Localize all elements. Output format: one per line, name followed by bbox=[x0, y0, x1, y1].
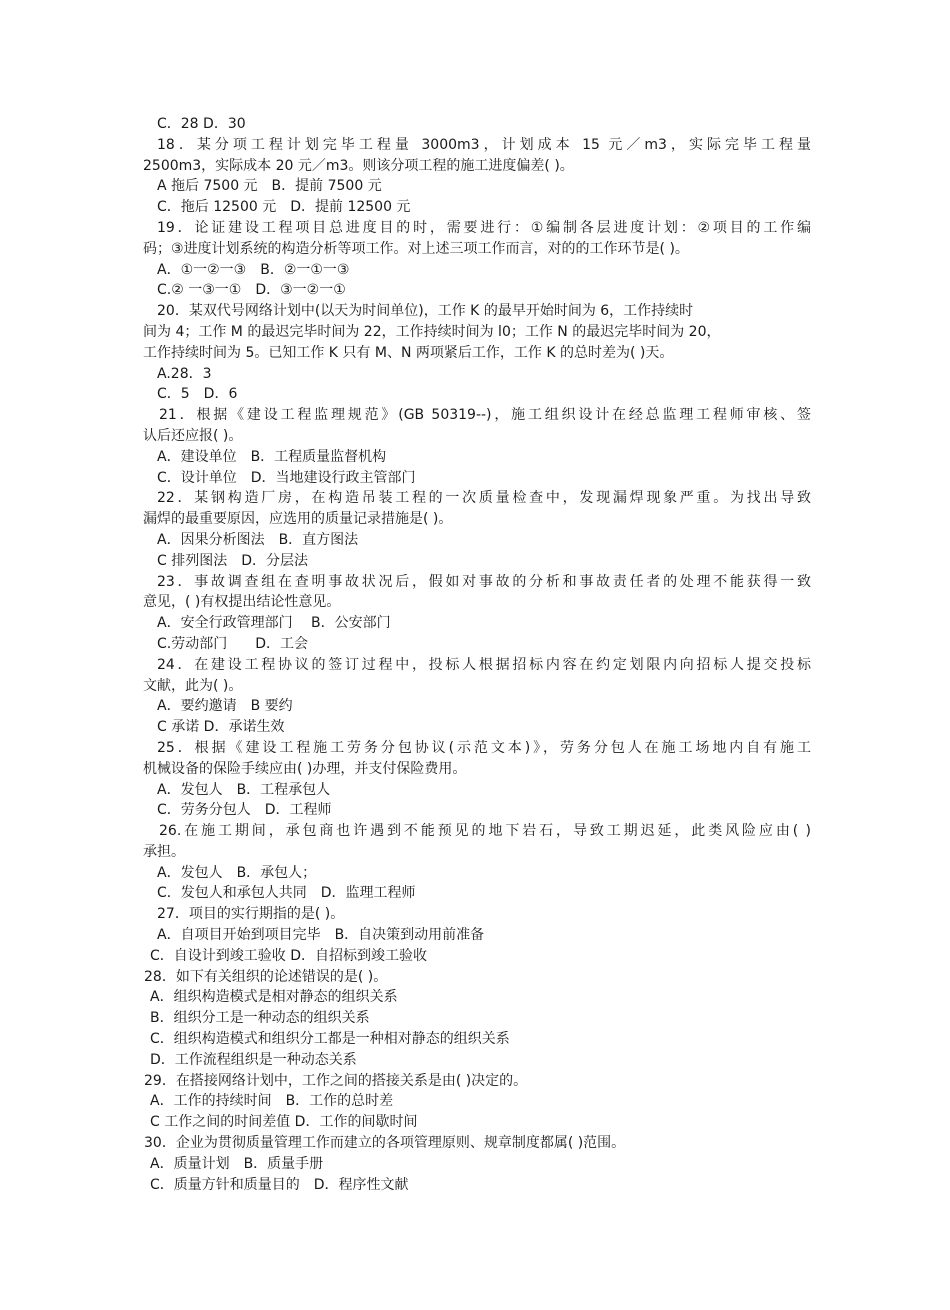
option-line-q21-cd: C．设计单位 D．当地建设行政主管部门 bbox=[157, 469, 416, 486]
option-line-q20-ab: A.28．3 bbox=[157, 365, 212, 382]
option-line-q21-ab: A．建设单位 B．工程质量监督机构 bbox=[157, 448, 387, 465]
question-22-line-1: 22．某钢构造厂房，在构造吊装工程的一次质量检查中，发现漏焊现象严重。为找出导致 bbox=[157, 490, 811, 507]
option-line-q28-c: C．组织构造模式和组织分工都是一种相对静态的组织关系 bbox=[150, 1031, 510, 1048]
question-30-line-1: 30．企业为贯彻质量管理工作而建立的各项管理原则、规章制度都属( )范围。 bbox=[144, 1135, 626, 1152]
option-line-q28-b: B．组织分工是一种动态的组织关系 bbox=[150, 1010, 370, 1027]
option-line-q28-d: D．工作流程组织是一种动态关系 bbox=[150, 1051, 357, 1068]
question-24-line-2: 文献，此为( )。 bbox=[143, 677, 243, 694]
option-line-q25-ab: A．发包人 B．工程承包人 bbox=[157, 781, 331, 798]
question-25-line-2: 机械设备的保险手续应由( )办理，并支付保险费用。 bbox=[143, 760, 467, 777]
question-19-line-2: 码；③进度计划系统的构造分析等项工作。对上述三项工作而言，对的的工作环节是( )。 bbox=[143, 240, 689, 257]
option-line-q23-cd: C.劳动部门 D．工会 bbox=[157, 635, 309, 652]
option-line-q18-ab: A 拖后 7500 元 B．提前 7500 元 bbox=[157, 178, 382, 195]
question-28-line-1: 28．如下有关组织的论述错误的是( )。 bbox=[144, 968, 388, 985]
option-line-q29-ab: A．工作的持续时间 B．工作的总时差 bbox=[150, 1093, 394, 1110]
question-21-line-1: 21．根据《建设工程监理规范》(GB 50319--)，施工组织设计在经总监理工程师审核、签 bbox=[159, 407, 811, 424]
option-line-q28-a: A．组织构造模式是相对静态的组织关系 bbox=[150, 989, 398, 1006]
question-18-line-2: 2500m3，实际成本 20 元／m3。则该分项工程的施工进度偏差( )。 bbox=[143, 157, 574, 174]
question-20-line-3: 工作持续时间为 5。已知工作 K 只有 M、N 两项紧后工作，工作 K 的总时差为( )天。 bbox=[143, 344, 674, 361]
question-19-line-1: 19．论证建设工程项目总进度目的时，需要进行：①编制各层进度计划：②项目的工作编 bbox=[157, 219, 811, 236]
question-24-line-1: 24．在建设工程协议的签订过程中，投标人根据招标内容在约定划限内向招标人提交投标 bbox=[157, 656, 811, 673]
option-line-q24-cd: C 承诺 D．承诺生效 bbox=[157, 719, 285, 736]
question-21-line-2: 认后还应报( )。 bbox=[143, 427, 243, 444]
option-line-q30-ab: A．质量计划 B．质量手册 bbox=[150, 1155, 324, 1172]
question-20-line-2: 间为 4；工作 M 的最迟完毕时间为 22，工作持续时间为 l0；工作 N 的最迟完毕时间为 20， bbox=[143, 323, 721, 340]
option-line-q27-cd: C．自设计到竣工验收 D．自招标到竣工验收 bbox=[150, 947, 428, 964]
option-line-q26-ab: A．发包人 B．承包人； bbox=[157, 864, 317, 881]
option-line-q24-ab: A．要约邀请 B 要约 bbox=[157, 698, 293, 715]
question-18-line-1: 18．某分项工程计划完毕工程量 3000m3，计划成本 15 元／m3，实际完毕工程量 bbox=[157, 136, 811, 153]
option-line-q17-cd: C．28 D．30 bbox=[157, 116, 246, 132]
question-27-line-1: 27．项目的实行期指的是( )。 bbox=[157, 906, 345, 923]
question-23-line-2: 意见，( )有权提出结论性意见。 bbox=[143, 594, 341, 611]
question-25-line-1: 25．根据《建设工程施工劳务分包协议(示范文本)》，劳务分包人在施工场地内自有施工 bbox=[157, 739, 811, 756]
option-line-q19-cd: C.② 一③一① D．③一②一① bbox=[157, 282, 346, 299]
document-page bbox=[143, 114, 811, 1195]
question-29-line-1: 29．在搭接网络计划中，工作之间的搭接关系是由( )决定的。 bbox=[144, 1072, 528, 1089]
option-line-q18-cd: C．拖后 12500 元 D．提前 12500 元 bbox=[157, 199, 411, 216]
question-26-line-1: 26.在施工期间，承包商也许遇到不能预见的地下岩石，导致工期迟延，此类风险应由( ) bbox=[159, 823, 811, 840]
option-line-q25-cd: C．劳务分包人 D．工程师 bbox=[157, 802, 332, 819]
option-line-q27-ab: A．自项目开始到项目完毕 B．自决策到动用前准备 bbox=[157, 927, 485, 944]
option-line-q29-cd: C 工作之间的时间差值 D．工作的间歇时间 bbox=[150, 1114, 418, 1131]
question-26-line-2: 承担。 bbox=[143, 843, 185, 860]
question-20-line-1: 20．某双代号网络计划中(以天为时间单位)，工作 K 的最早开始时间为 6，工作持续时 bbox=[157, 303, 694, 320]
option-line-q23-ab: A．安全行政管理部门 B．公安部门 bbox=[157, 615, 391, 632]
question-23-line-1: 23．事故调查组在查明事故状况后，假如对事故的分析和事故责任者的处理不能获得一致 bbox=[157, 573, 811, 590]
option-line-q19-ab: A．①一②一③ B．②一①一③ bbox=[157, 261, 350, 278]
option-line-q22-ab: A．因果分析图法 B．直方图法 bbox=[157, 531, 359, 548]
question-22-line-2: 漏焊的最重要原因，应选用的质量记录措施是( )。 bbox=[143, 511, 453, 528]
option-line-q30-cd: C．质量方针和质量目的 D．程序性文献 bbox=[150, 1176, 409, 1193]
option-line-q22-cd: C 排列图法 D．分层法 bbox=[157, 552, 309, 569]
option-line-q20-cd: C．5 D．6 bbox=[157, 386, 238, 403]
option-line-q26-cd: C．发包人和承包人共同 D．监理工程师 bbox=[157, 885, 416, 902]
